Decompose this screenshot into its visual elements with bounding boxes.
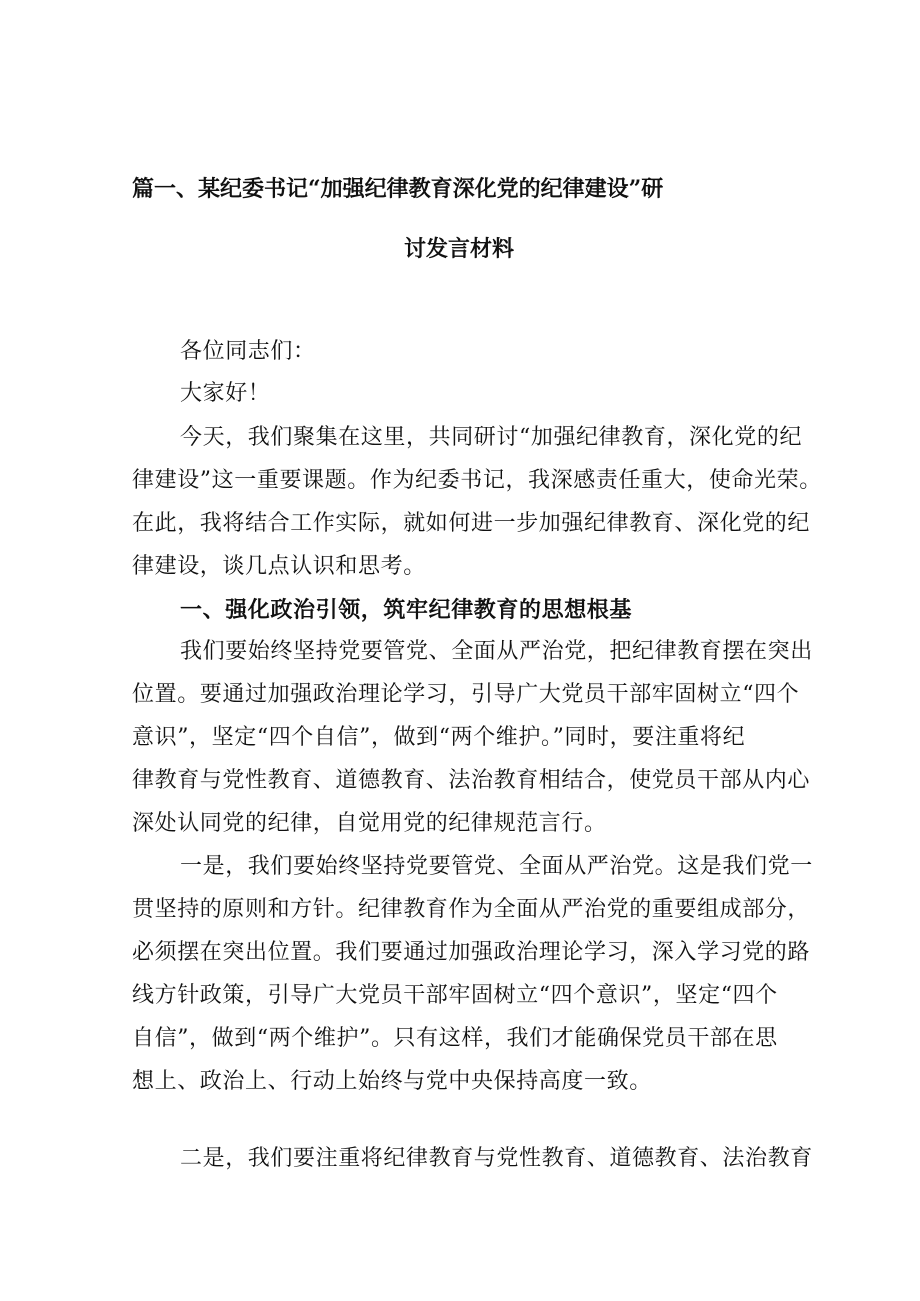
paragraph-line: 今天，我们聚集在这里，共同研讨“加强纪律教育，深化党的纪 (180, 425, 803, 450)
document-title-line-1: 篇一、某纪委书记“加强纪律教育深化党的纪律建设”研 (132, 176, 664, 202)
document-title-line-2: 讨发言材料 (404, 236, 515, 262)
paragraph-line: 线方针政策，引导广大党员干部牢固树立“四个意识”，坚定“四个 (132, 983, 778, 1008)
section-heading: 一、强化政治引领，筑牢纪律教育的思想根基 (180, 597, 633, 623)
paragraph-line: 律教育与党性教育、道德教育、法治教育相结合，使党员干部从内心 (132, 768, 811, 793)
paragraph-line: 二是，我们要注重将纪律教育与党性教育、道德教育、法治教育 (180, 1146, 813, 1171)
paragraph-line: 贯坚持的原则和方针。纪律教育作为全面从严治党的重要组成部分， (132, 897, 811, 922)
paragraph-line: 自信”，做到“两个维护”。只有这样，我们才能确保党员干部在思 (132, 1026, 778, 1051)
paragraph-line: 我们要始终坚持党要管党、全面从严治党，把纪律教育摆在突出 (180, 639, 813, 664)
paragraph-line: 位置。要通过加强政治理论学习，引导广大党员干部牢固树立“四个 (132, 682, 800, 707)
salutation: 各位同志们： (180, 339, 316, 364)
paragraph-line: 想上、政治上、行动上始终与党中央保持高度一致。 (132, 1069, 652, 1094)
paragraph-line: 在此，我将结合工作实际，就如何进一步加强纪律教育、深化党的纪 (132, 511, 811, 536)
paragraph-line: 必须摆在突出位置。我们要通过加强政治理论学习，深入学习党的路 (132, 940, 811, 965)
paragraph-line: 律建设”这一重要课题。作为纪委书记，我深感责任重大，使命光荣。 (132, 468, 822, 493)
paragraph-line: 深处认同党的纪律，自觉用党的纪律规范言行。 (132, 811, 607, 836)
greeting: 大家好！ (180, 381, 271, 406)
paragraph-line: 一是，我们要始终坚持党要管党、全面从严治党。这是我们党一 (180, 854, 813, 879)
paragraph-line: 律建设，谈几点认识和思考。 (132, 554, 426, 579)
paragraph-line: 意识”，坚定“四个自信”，做到“两个维护。”同时，要注重将纪 (132, 725, 746, 750)
